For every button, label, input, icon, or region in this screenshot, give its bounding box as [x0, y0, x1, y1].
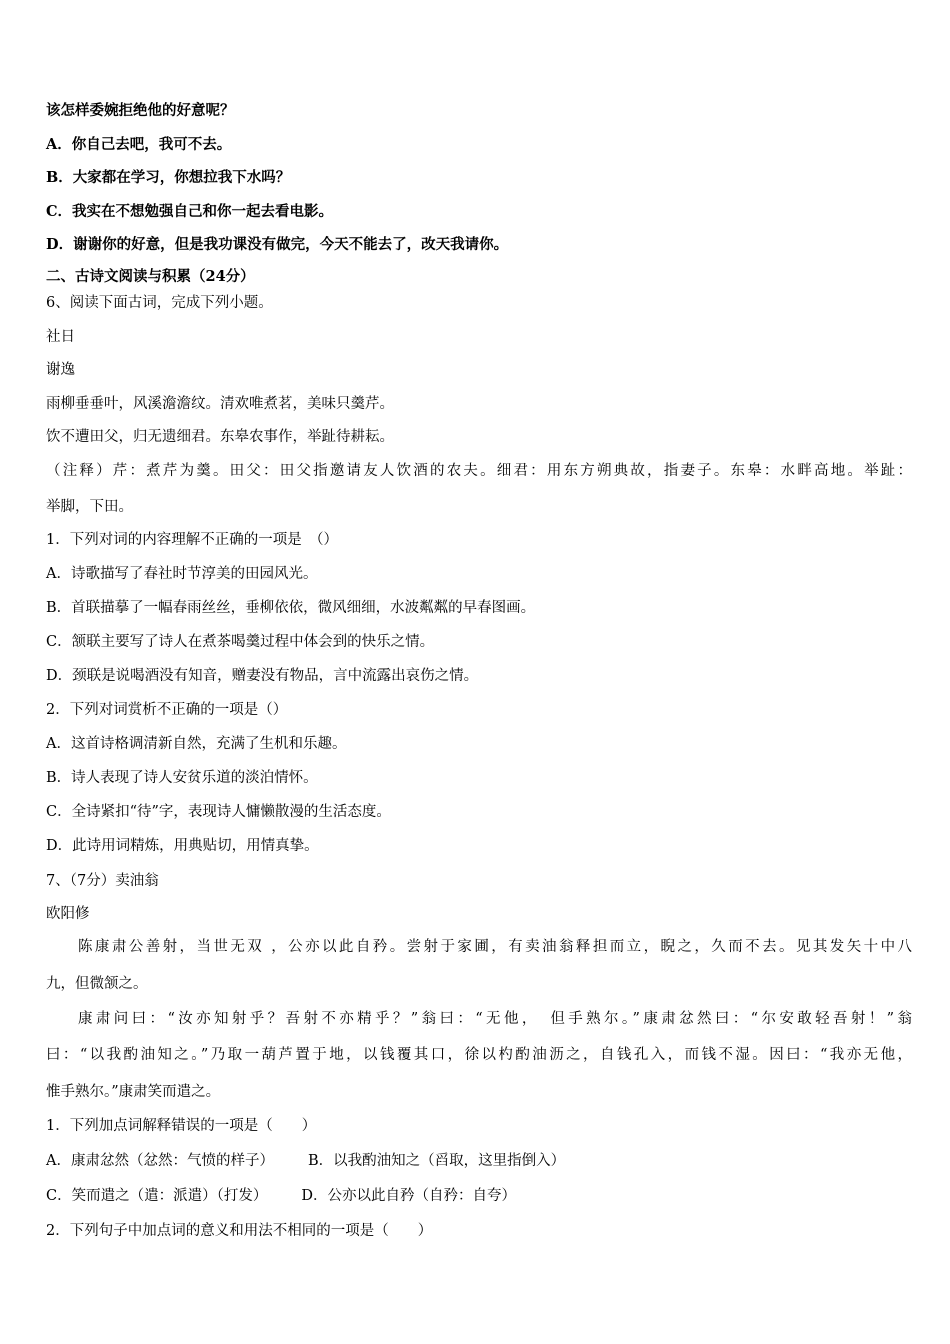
- q5-option-c: C．我实在不想勉强自己和你一起去看电影。: [46, 203, 334, 220]
- q6-sub2-option-c: C．全诗紧扣“待”字，表现诗人慵懒散漫的生活态度。: [46, 804, 391, 820]
- q7-sub1-options-ab: [46, 1151, 565, 1171]
- q6-sub1-option-a: A．诗歌描写了春社时节淳美的田园风光。: [46, 566, 318, 582]
- q6-sub2-option-a: A．这首诗格调清新自然，充满了生机和乐趣。: [46, 736, 347, 752]
- poem-notes-line-1: （注释）芹：煮芹为羹。田父：田父指邀请友人饮酒的农夫。细君：用东方朔典故，指妻子。东皋：水畔高地。举趾：: [46, 463, 912, 479]
- q7-sub1-option-d: D．公亦以此自矜（自矜：自夸）: [301, 1188, 516, 1204]
- q6-sub1-option-c: C．颔联主要写了诗人在煮茶喝羹过程中体会到的快乐之情。: [46, 634, 435, 650]
- q7-sub1-stem: 1．下列加点词解释错误的一项是（ ）: [46, 1118, 317, 1134]
- q7-sub1-option-a: A．康肃忿然（忿然：气愤的样子）: [46, 1153, 274, 1169]
- poem-title: 社日: [46, 329, 75, 345]
- poem-line-1: 雨柳垂垂叶，风溪澹澹纹。清欢唯煮茗，美味只羹芹。: [46, 396, 394, 412]
- q5-option-d: D．谢谢你的好意，但是我功课没有做完，今天不能去了，改天我请你。: [46, 236, 509, 253]
- q6-prompt: 6、阅读下面古词，完成下列小题。: [46, 295, 273, 311]
- q7-author: 欧阳修: [46, 906, 90, 922]
- q7-para1-line2: 九，但微颔之。: [46, 976, 148, 992]
- q6-sub2-stem: 2．下列对词赏析不正确的一项是（）: [46, 702, 288, 718]
- q7-para1-line1: 陈康肃公善射，当世无双 ，公亦以此自矜。尝射于家圃，有卖油翁释担而立，睨之，久而不去。见其发矢十中八: [78, 939, 912, 955]
- q6-sub1-option-d: D．颈联是说喝酒没有知音，赠妻没有物品，言中流露出哀伤之情。: [46, 668, 479, 684]
- q7-para2-line2: 曰：“以我酌油知之。”乃取一葫芦置于地，以钱覆其口，徐以杓酌油沥之，自钱孔入，而钱不湿。因曰：“我亦无他，: [46, 1047, 912, 1063]
- q6-sub1-stem: 1．下列对词的内容理解不正确的一项是 （）: [46, 532, 338, 548]
- q7-sub1-option-b: B．以我酌油知之（舀取，这里指倒入）: [307, 1153, 566, 1169]
- poem-author: 谢逸: [46, 362, 75, 378]
- q6-sub2-option-b: B．诗人表现了诗人安贫乐道的淡泊情怀。: [46, 770, 318, 786]
- q7-heading: 7、（7分）卖油翁: [46, 873, 159, 889]
- q7-para2-line1: 康肃问曰：“汝亦知射乎？吾射不亦精乎？”翁曰：“无他， 但手熟尔。”康肃忿然曰：“尔安敢轻吾射！”翁: [78, 1011, 912, 1027]
- q7-para2-line3: 惟手熟尔。”康肃笑而遣之。: [46, 1084, 221, 1100]
- q5-option-a: A．你自己去吧，我可不去。: [46, 136, 232, 153]
- q5-option-b: B．大家都在学习，你想拉我下水吗？: [46, 169, 291, 186]
- poem-line-2: 饮不遭田父，归无遗细君。东皋农事作，举趾待耕耘。: [46, 429, 394, 445]
- poem-notes-line-2: 举脚，下田。: [46, 499, 133, 515]
- q6-sub2-option-d: D．此诗用词精炼，用典贴切，用情真挚。: [46, 838, 319, 854]
- question-5-tail: 该怎样委婉拒绝他的好意呢？: [46, 102, 235, 119]
- q7-sub2-stem: 2．下列句子中加点词的意义和用法不相同的一项是（ ）: [46, 1223, 433, 1239]
- q7-sub1-option-c: C．笑而遣之（遣：派遣）（打发）: [46, 1188, 268, 1204]
- q7-sub1-options-cd: [46, 1186, 516, 1206]
- section-heading: 二、古诗文阅读与积累（24分）: [46, 268, 255, 285]
- q6-sub1-option-b: B．首联描摹了一幅春雨丝丝，垂柳依依，微风细细，水波粼粼的早春图画。: [46, 600, 536, 616]
